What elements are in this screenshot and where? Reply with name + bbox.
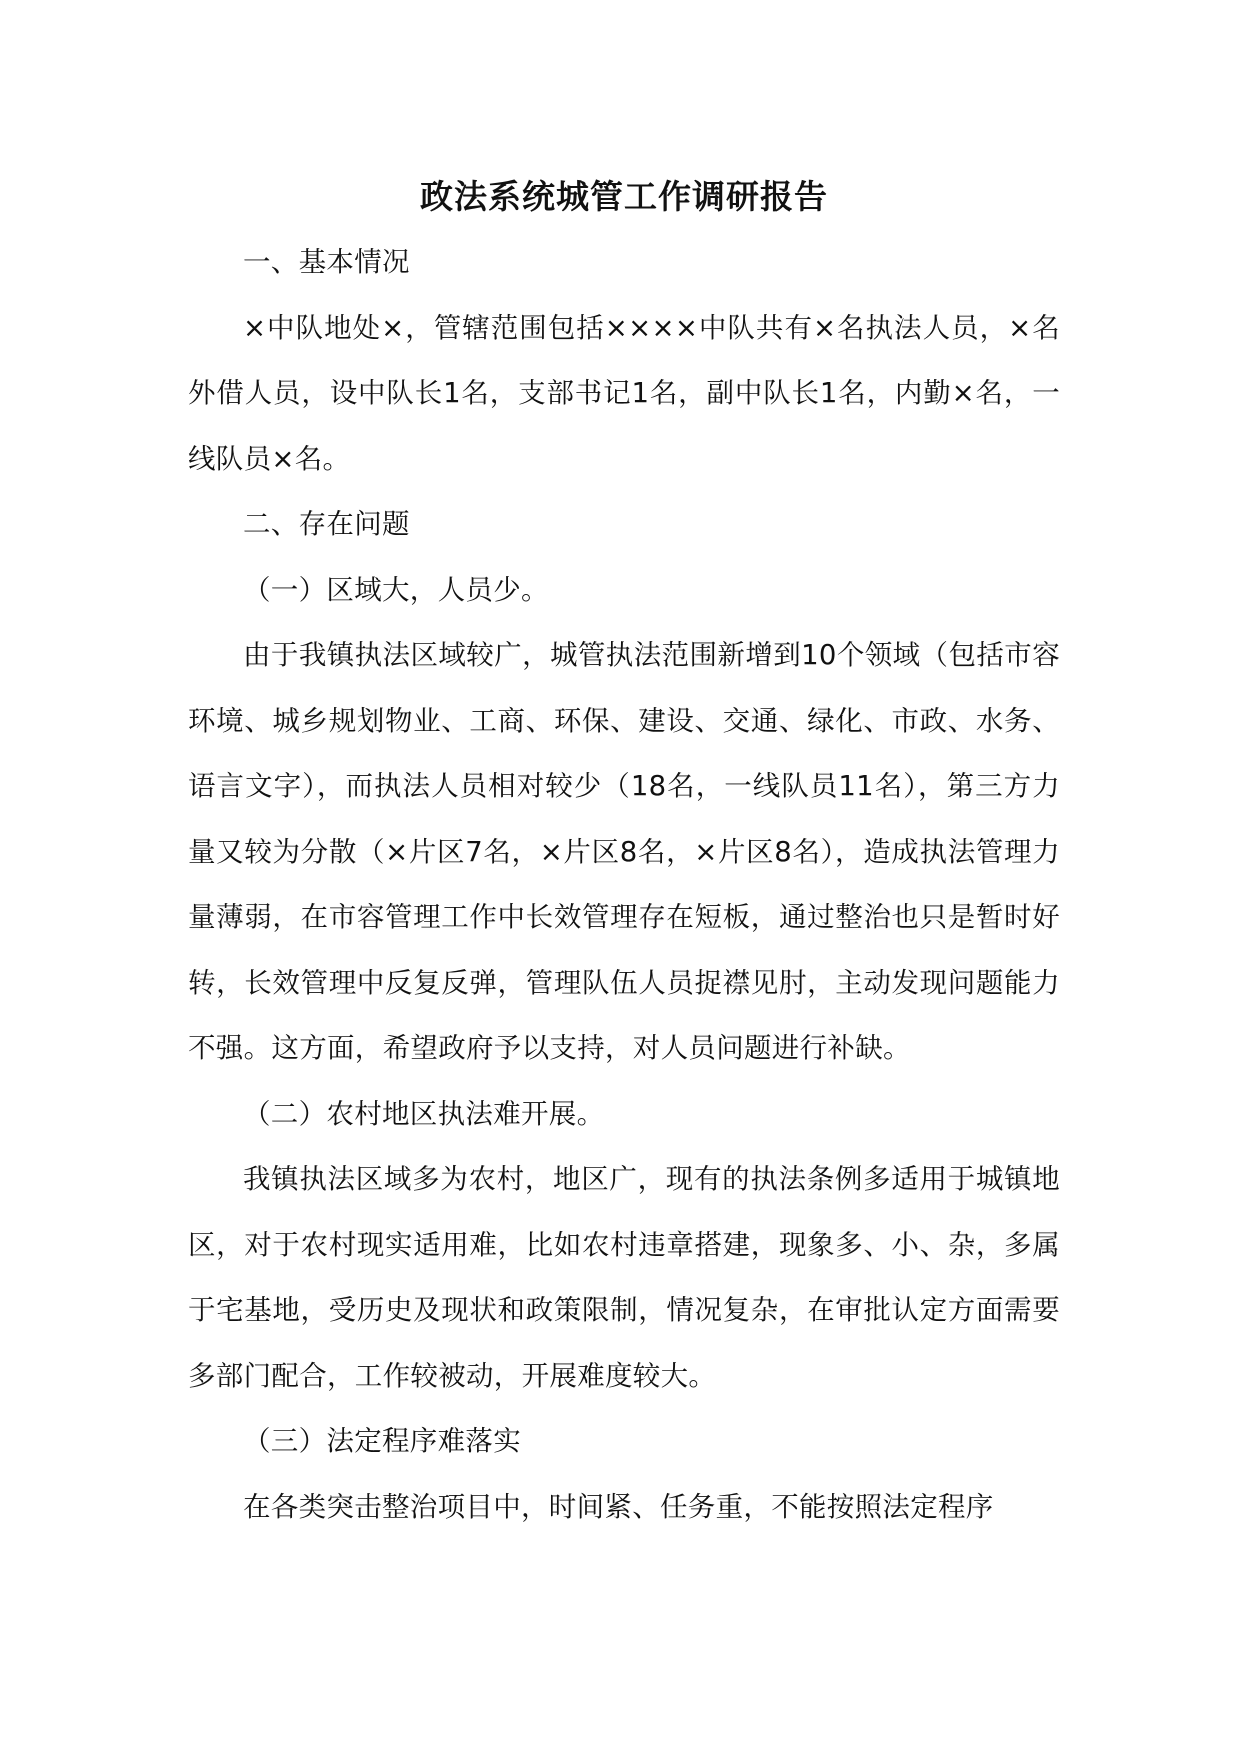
paragraph-area-large: 由于我镇执法区域较广，城管执法范围新增到10个领域（包括市容环境、城乡规划物业、工商、环保、建设、交通、绿化、市政、水务、语言文字），而执法人员相对较少（18名，一线队员11名），第三方力量又较为分散（×片区7名，×片区8名，×片区8名），造成执法管理力量薄弱，在市容管理工作中长效管理存在短板，通过整治也只是暂时好转，长效管理中反复反弹，管理队伍人员捉襟见肘，主动发现问题能力不强。这方面，希望政府予以支持，对人员问题进行补缺。	[188, 639, 1060, 1064]
subheading-area-large: （一）区域大，人员少。	[243, 573, 549, 606]
paragraph-basic-info: ×中队地处×，管辖范围包括××××中队共有×名执法人员，×名外借人员，设中队长1名，支部书记1名，副中队长1名，内勤×名，一线队员×名。	[188, 311, 1060, 475]
subheading-rural-enforcement: （二）农村地区执法难开展。	[243, 1097, 605, 1130]
paragraph-rural-enforcement: 我镇执法区域多为农村，地区广，现有的执法条例多适用于城镇地区，对于农村现实适用难，比如农村违章搭建，现象多、小、杂，多属于宅基地，受历史及现状和政策限制，情况复杂，在审批认定方面需要多部门配合，工作较被动，开展难度较大。	[188, 1163, 1060, 1392]
paragraph-legal-procedure: 在各类突击整治项目中，时间紧、任务重，不能按照法定程序	[243, 1490, 994, 1523]
document-page	[188, 168, 1060, 1540]
subheading-legal-procedure: （三）法定程序难落实	[243, 1425, 521, 1457]
section-heading-problems: 二、存在问题	[243, 508, 410, 540]
section-heading-basic-info: 一、基本情况	[243, 246, 410, 278]
document-title: 政法系统城管工作调研报告	[420, 177, 828, 216]
